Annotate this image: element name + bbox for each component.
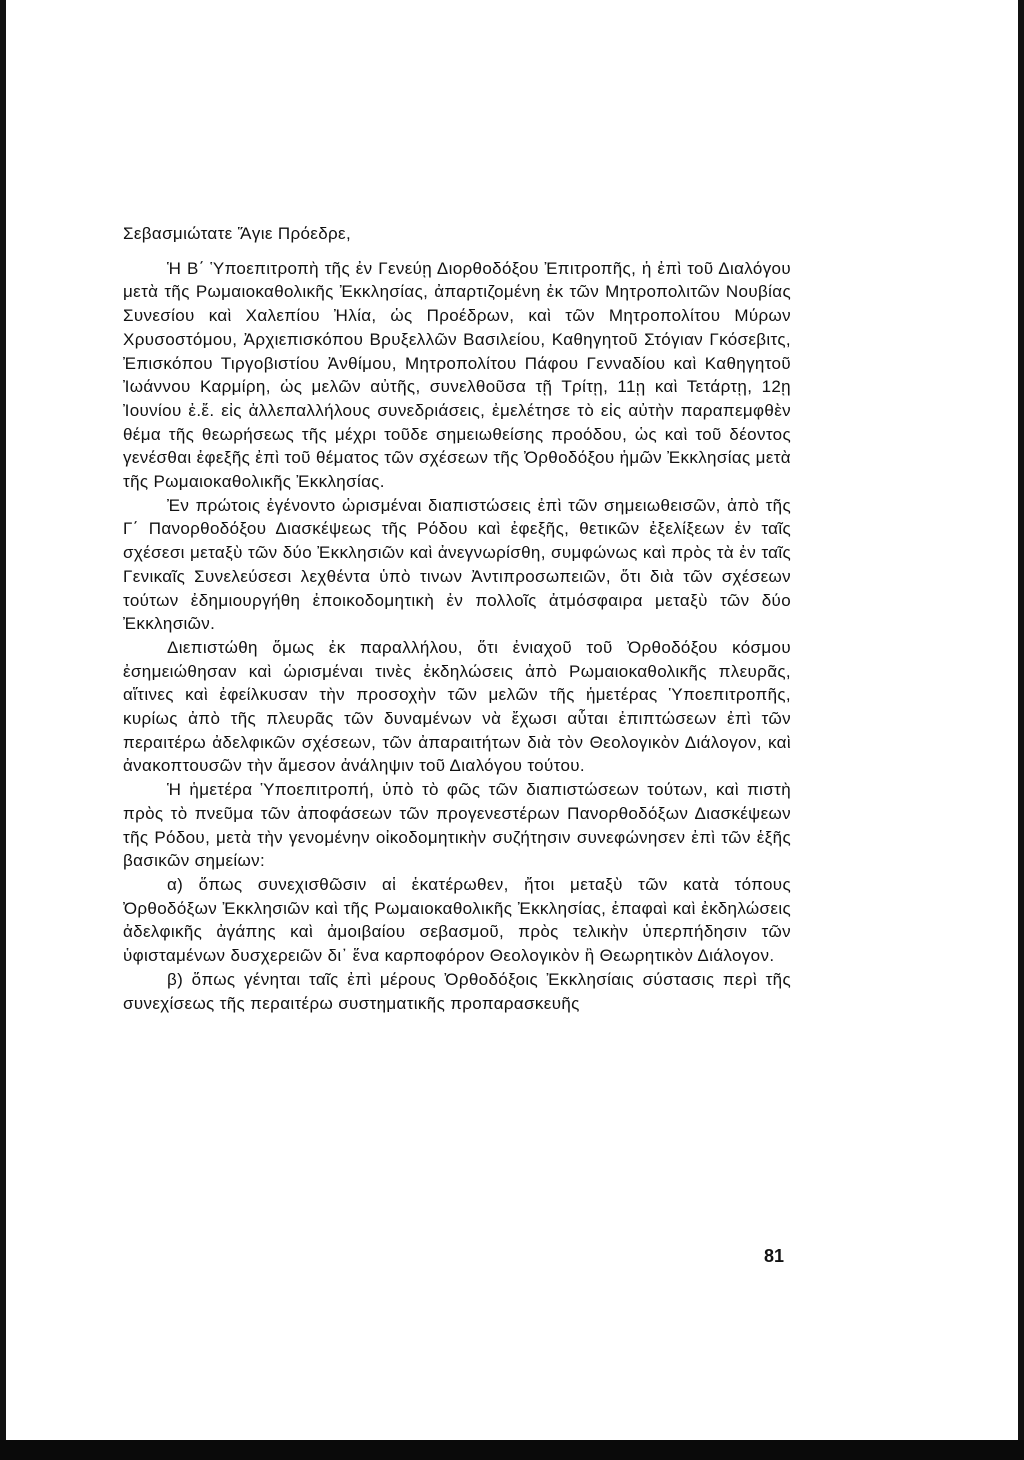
salutation: Σεβασμιώτατε Ἅγιε Πρόεδρε, (123, 224, 352, 243)
scan-border-right (1018, 0, 1024, 1460)
paragraph: Ἡ Β΄ Ὑποεπιτροπὴ τῆς ἐν Γενεύῃ Διορθοδόξου Ἐπιτροπῆς, ἡ ἐπὶ τοῦ Διαλόγου μετὰ τῆς Ρωμαιοκαθολικῆς Ἐκκλησίας, ἀπαρτιζομένη ἐκ τῶν Μητροπολιτῶν Νουβίας Συνεσίου καὶ Χαλεπίου Ἠλία, ὡς Προέδρων, καὶ τῶν Μητροπολίτου Μύρων Χρυσοστόμου, Ἀρχιεπισκόπου Βρυξελλῶν Βασιλείου, Καθηγητοῦ Στόγιαν Γκόσεβιτς, Ἐπισκόπου Τιργοβιστίου Ἀνθίμου, Μητροπολίτου Πάφου Γενναδίου καὶ Καθηγητοῦ Ἰωάννου Καρμίρη, ὡς μελῶν αὐτῆς, συνελθοῦσα τῇ Τρίτῃ, 11ῃ καὶ Τετάρτῃ, 12ῃ Ἰουνίου ἐ.ἔ. εἰς ἀλλεπαλλήλους συνεδριάσεις, ἐμελέτησε τὸ εἰς αὐτὴν παραπεμφθὲν θέμα τῆς θεωρήσεως τῆς μέχρι τοῦδε σημειωθείσης προόδου, ὡς καὶ τοῦ δέοντος γενέσθαι ἐφεξῆς ἐπὶ τοῦ θέματος τῶν σχέσεων τῆς Ὀρθοδόξου ἡμῶν Ἐκκλησίας μετὰ τῆς Ρωμαιοκαθολικῆς Ἐκκλησίας. (123, 258, 791, 492)
document-body (123, 222, 791, 1015)
paragraph: β) ὅπως γένηται ταῖς ἐπὶ μέρους Ὀρθοδόξοις Ἐκκλησίαις σύστασις περὶ τῆς συνεχίσεως τῆς περαιτέρω συστηματικῆς προπαρασκευῆς (123, 969, 791, 1013)
scan-border-bottom (0, 1440, 1024, 1460)
page-number: 81 (764, 1246, 785, 1266)
paragraph: Ἐν πρώτοις ἐγένοντο ὡρισμέναι διαπιστώσεις ἐπὶ τῶν σημειωθεισῶν, ἀπὸ τῆς Γ΄ Πανορθοδόξου Διασκέψεως τῆς Ρόδου καὶ ἐφεξῆς, θετικῶν ἐξελίξεων ἐν ταῖς σχέσεσι μεταξὺ τῶν δύο Ἐκκλησιῶν καὶ ἀνεγνωρίσθη, συμφώνως καὶ πρὸς τὰ ἐν ταῖς Γενικαῖς Συνελεύσεσι λεχθέντα ὑπὸ τινων Ἀντιπροσωπειῶν, ὅτι διὰ τῶν σχέσεων τούτων ἐδημιουργήθη ἐποικοδομητικὴ ἐν πολλοῖς ἀτμόσφαιρα μεταξὺ τῶν δύο Ἐκκλησιῶν. (123, 495, 791, 634)
scan-border-left (0, 0, 6, 1460)
paragraph: Ἡ ἡμετέρα Ὑποεπιτροπή, ὑπὸ τὸ φῶς τῶν διαπιστώσεων τούτων, καὶ πιστὴ πρὸς τὸ πνεῦμα τῶν ἀποφάσεων τῶν προγενεστέρων Πανορθοδόξων Διασκέψεων τῆς Ρόδου, μετὰ τὴν γενομένην οἰκοδομητικὴν συζήτησιν συνεφώνησεν ἐπὶ τῶν ἑξῆς βασικῶν σημείων: (123, 780, 791, 871)
paragraph: α) ὅπως συνεχισθῶσιν αἱ ἑκατέρωθεν, ἤτοι μεταξὺ τῶν κατὰ τόπους Ὀρθοδόξων Ἐκκλησιῶν καὶ τῆς Ρωμαιοκαθολικῆς Ἐκκλησίας, ἐπαφαὶ καὶ ἐκδηλώσεις ἀδελφικῆς ἀγάπης καὶ ἀμοιβαίου σεβασμοῦ, πρὸς τελικὴν ὑπερπήδησιν τῶν ὑφισταμένων δυσχερειῶν δι᾽ ἕνα καρποφόρον Θεολογικὸν ἢ Θεωρητικὸν Διάλογον. (123, 874, 791, 966)
paragraph: Διεπιστώθη ὅμως ἐκ παραλλήλου, ὅτι ἐνιαχοῦ τοῦ Ὀρθοδόξου κόσμου ἐσημειώθησαν καὶ ὡρισμέναι τινὲς ἐκδηλώσεις ἀπὸ Ρωμαιοκαθολικῆς πλευρᾶς, αἵτινες καὶ ἐφείλκυσαν τὴν προσοχὴν τῶν μελῶν τῆς ἡμετέρας Ὑποεπιτροπῆς, κυρίως ἀπὸ τῆς πλευρᾶς τῶν δυναμένων νὰ ἔχωσι αὗται ἐπιπτώσεων ἐπὶ τῶν περαιτέρω ἀδελφικῶν σχέσεων, τῶν ἀπαραιτήτων διὰ τὸν Θεολογικὸν Διάλογον, καὶ ἀνακοπτουσῶν τὴν ἄμεσον ἀνάληψιν τοῦ Διαλόγου τούτου. (123, 637, 791, 776)
